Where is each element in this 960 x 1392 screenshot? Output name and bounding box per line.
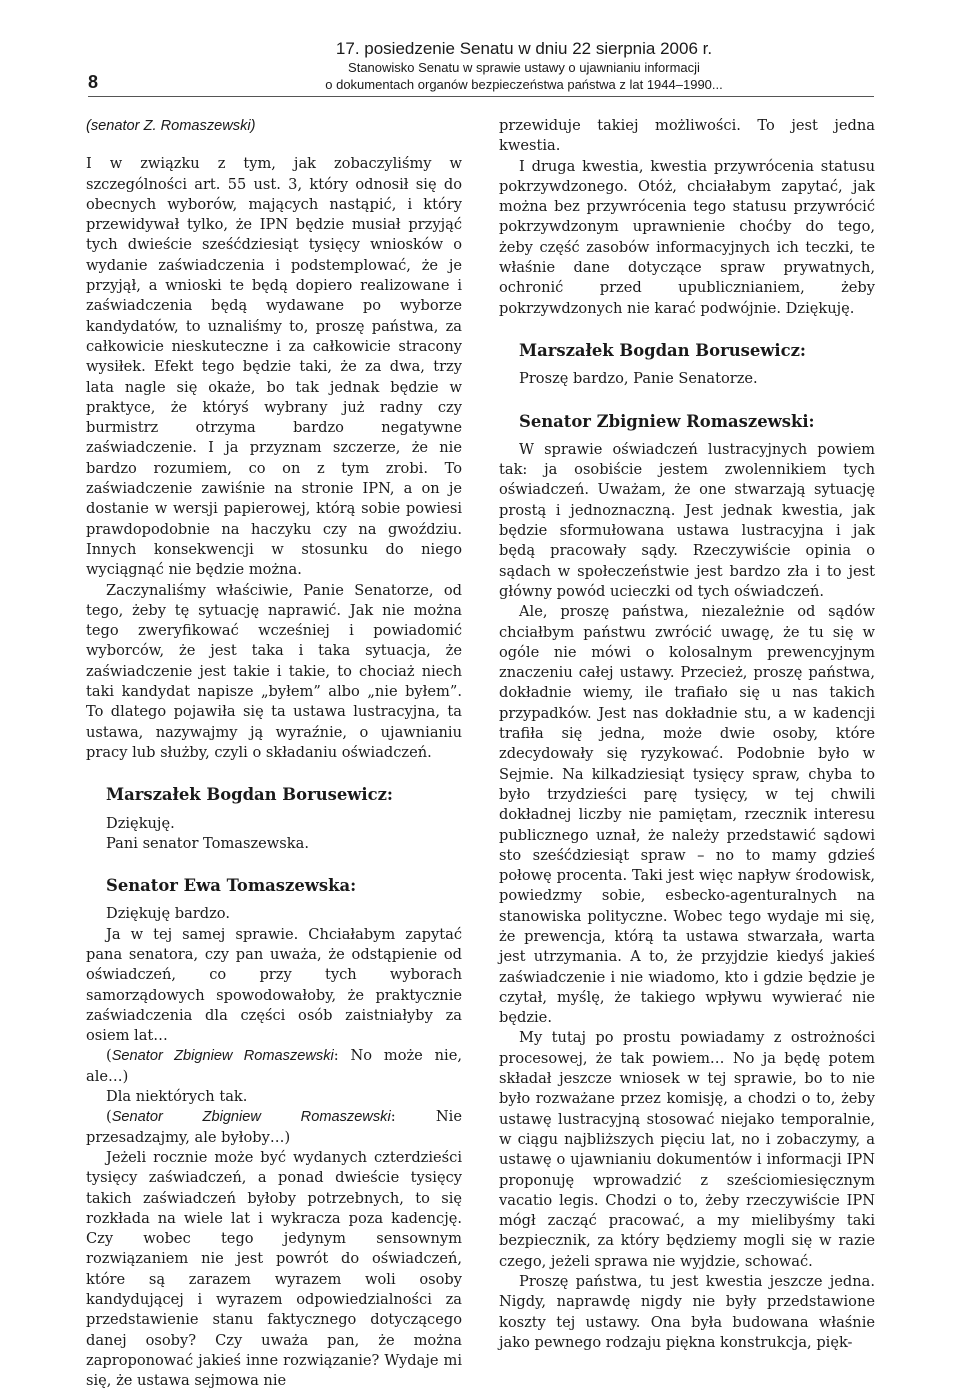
left-column <box>86 116 462 1392</box>
paragraph: I w związku z tym, jak zobaczyliśmy w szczególności art. 55 ust. 3, który odnosił się do obecnych wyborów, mających nastąpić, i który przewidywał tylko, że IPN będzie musiał przyjąć tych dwieście sześćdziesiąt tysięcy wniosków o wydanie zaświadczenia i podstemplować, że je przyjął, a wnioski te będą dopiero realizowane i zaświadczenia będą wydawane po wyborze kandydatów, to uznaliśmy to, proszę państwa, za całkowicie nieskuteczne i za całkowicie stracony wysiłek. Efekt tego będzie taki, że za dwa, trzy lata nagle się okaże, bo tak jednak będzie w praktyce, że któryś wybrany już radny czy burmistrz otrzyma bardzo negatywne zaświadczenie. I ja przyznam szczerze, że nie bardzo rozumiem, co on z tym zrobi. To zaświadczenie zawiśnie na stronie IPN, a on je dostanie w wersji papierowej, którą sobie powiesi prawdopodobnie na haczyku czy na gwoździu. Innych konsekwencji w stosunku do niego wyciągnąć nie będzie można. <box>86 155 462 579</box>
interjection-speaker: Senator Zbigniew Romaszewski <box>111 1048 334 1065</box>
interjection: (Senator Zbigniew Romaszewski: No może nie, ale…) <box>86 1047 462 1085</box>
paragraph: Zaczynaliśmy właściwie, Panie Senatorze, od tego, żeby tę sytuację naprawić. Jak nie można tego zweryfikować wcześniej i powiadomić wyborców, że jest taka i taka sytuacja, że zaświadczenie jest takie i takie, to chociaż niech taki kandydat napisze „byłem” albo „nie byłem”. To dlatego pojawiła się ta ustawa lustracyjna, ta ustawa, nazywajmy ją wyraźnie, o ujawnianiu pracy lub służby, czyli o składaniu oświadczeń. <box>86 581 462 761</box>
speaker-heading: Marszałek Bogdan Borusewicz: <box>106 785 393 805</box>
paragraph: W sprawie oświadczeń lustracyjnych powiem tak: ja osobiście jestem zwolennikiem tych oświadczeń. Uważam, że one stwarzają sytuację prostą i jednoznaczną. Jest jednak kwestia, jak będzie sformułowana ustawa lustracyjna i jak będą pracowały sądy. Rzeczywiście opinia o sądach w społeczeństwie jest bardzo zła i to jest główny powód ucieczki od tych oświadczeń. <box>499 440 875 600</box>
paragraph: Ale, proszę państwa, niezależnie od sądów chciałbym państwu zwrócić uwagę, że tu się w ogóle nie mówi o kolosalnym prewencyjnym znaczeniu całej ustawy. Przecież, proszę państwa, dokładnie wiemy, ile trafiało się u nas takich przypadków. Jest nas dokładnie stu, a w kadencji trafiła się jedna, może dwie osoby, które zdecydowały się ryzykować. Podobnie było w Sejmie. Na kilkadziesiąt tysięcy spraw, chyba to było trzydzieści parę tysięcy, w tej chwili dokładnej liczby nie pamiętam, rzecznik interesu publicznego uznał, że należy przedstawić sądowi sto sześćdziesiąt spraw – no to mamy gdzieś połowę procenta. Taki jest więc napływ środowisk, powiedzmy sobie, esbecko-agenturalnych na stanowiska polityczne. Wobec tego wydaje mi się, że prewencja, którą ta ustawa stwarzała, warta jest utrzymania. A to, że przyjdzie kiedyś jakieś zaświadczenie i nie wiadomo, kto i gdzie będzie je czytał, myślę, że takiego wpływu wywierać nie będzie. <box>499 603 875 1027</box>
speaker-heading: Senator Ewa Tomaszewska: <box>106 876 357 896</box>
interjection: (Senator Zbigniew Romaszewski: Nie przesadzajmy, ale byłoby…) <box>86 1108 462 1146</box>
topic-line-2: o dokumentach organów bezpieczeństwa państwa z lat 1944–1990... <box>325 77 723 92</box>
paragraph: I druga kwestia, kwestia przywrócenia statusu pokrzywdzonego. Otóż, chciałabym zapytać, jak można bez przywrócenia tego statusu przywrócić pokrzywdzonym uprawnienie choćby do tego, żeby część zasobów informacyjnych ich teczki, te właśnie dane dotyczące spraw prywatnych, ochronić przed upublicznianiem, żeby pokrzywdzonych nie karać podwójnie. Dziękuję. <box>499 157 875 317</box>
paragraph: przewiduje takiej możliwości. To jest jedna kwestia. <box>499 117 875 155</box>
paragraph: Dziękuję bardzo. <box>106 905 230 923</box>
paragraph: Proszę bardzo, Panie Senatorze. <box>519 370 758 388</box>
speaker-heading: Marszałek Bogdan Borusewicz: <box>519 340 806 360</box>
paragraph: Dziękuję. <box>106 814 175 832</box>
continued-speaker-note: (senator Z. Romaszewski) <box>86 118 256 134</box>
paragraph: Pani senator Tomaszewska. <box>106 834 309 852</box>
interjection-text: : Nie przesadzajmy, ale byłoby… <box>86 1108 462 1146</box>
interjection-speaker: Senator Zbigniew Romaszewski <box>111 1109 391 1126</box>
paragraph: Ja w tej samej sprawie. Chciałabym zapytać pana senatora, czy pan uważa, że odstąpienie od oświadczeń, co przy tych wyborach samorządowych spowodowałoby, że praktycznie zaświadczenia dla części osób zaistniałyby za osiem lat… <box>86 925 462 1045</box>
running-head <box>174 38 874 93</box>
interjection-text: : No może nie, ale… <box>86 1047 462 1085</box>
paragraph: Proszę państwa, tu jest kwestia jeszcze jedna. Nigdy, naprawdę nigdy nie były przedstawione koszty tej ustawy. Ona była budowana właśnie jako pewnego rodzaju piękna konstrukcja, pięk- <box>499 1273 875 1351</box>
topic-line-1: Stanowisko Senatu w sprawie ustawy o ujawnianiu informacji <box>348 60 700 75</box>
header-divider <box>88 96 874 97</box>
speaker-heading: Senator Zbigniew Romaszewski: <box>519 411 815 431</box>
page-number: 8 <box>88 72 99 92</box>
session-title: 17. posiedzenie Senatu w dniu 22 sierpnia 2006 r. <box>335 39 713 58</box>
right-column <box>499 116 875 1353</box>
paragraph: My tutaj po prostu powiadamy z ostrożności procesowej, że tak powiem… No ja będę potem składał jeszcze wniosek w tej sprawie, bo to nie było rozważane przez komisję, a chodzi o to, żeby ustawę lustracyjną stosować niejako temporalnie, w ciągu najbliższych pięciu lat, no i zobaczymy, a ustawę o ujawnianiu dokumentów i informacji IPN proponuję wprowadzić z sześciomiesięcznym vacatio legis. Chodzi o to, żeby rzeczywiście IPN mógł zacząć pracować, a my mielibyśmy taki bezpiecznik, za który będziemy mogli się w razie czego, jeżeli sprawa nie wyjdzie, schować. <box>499 1029 875 1270</box>
page-header <box>88 38 874 96</box>
paragraph: Jeżeli rocznie może być wydanych czterdzieści tysięcy zaświadczeń, a ponad dwieście tysięcy takich zaświadczeń byłoby potrzebnych, to się rozkłada na wiele lat i wykracza poza kadencję. Czy wobec tego jedynym sensownym rozwiązaniem nie jest powrót do oświadczeń, które są zarazem wyrazem woli osoby kandydującej i wyrazem odpowiedzialności za przedstawienie stanu faktycznego dotyczącego danej osoby? Czy uważa pan, że można zaproponować jakieś inne rozwiązanie? Wydaje mi się, że ustawa sejmowa nie <box>86 1148 462 1390</box>
paragraph: Dla niektórych tak. <box>106 1088 248 1106</box>
